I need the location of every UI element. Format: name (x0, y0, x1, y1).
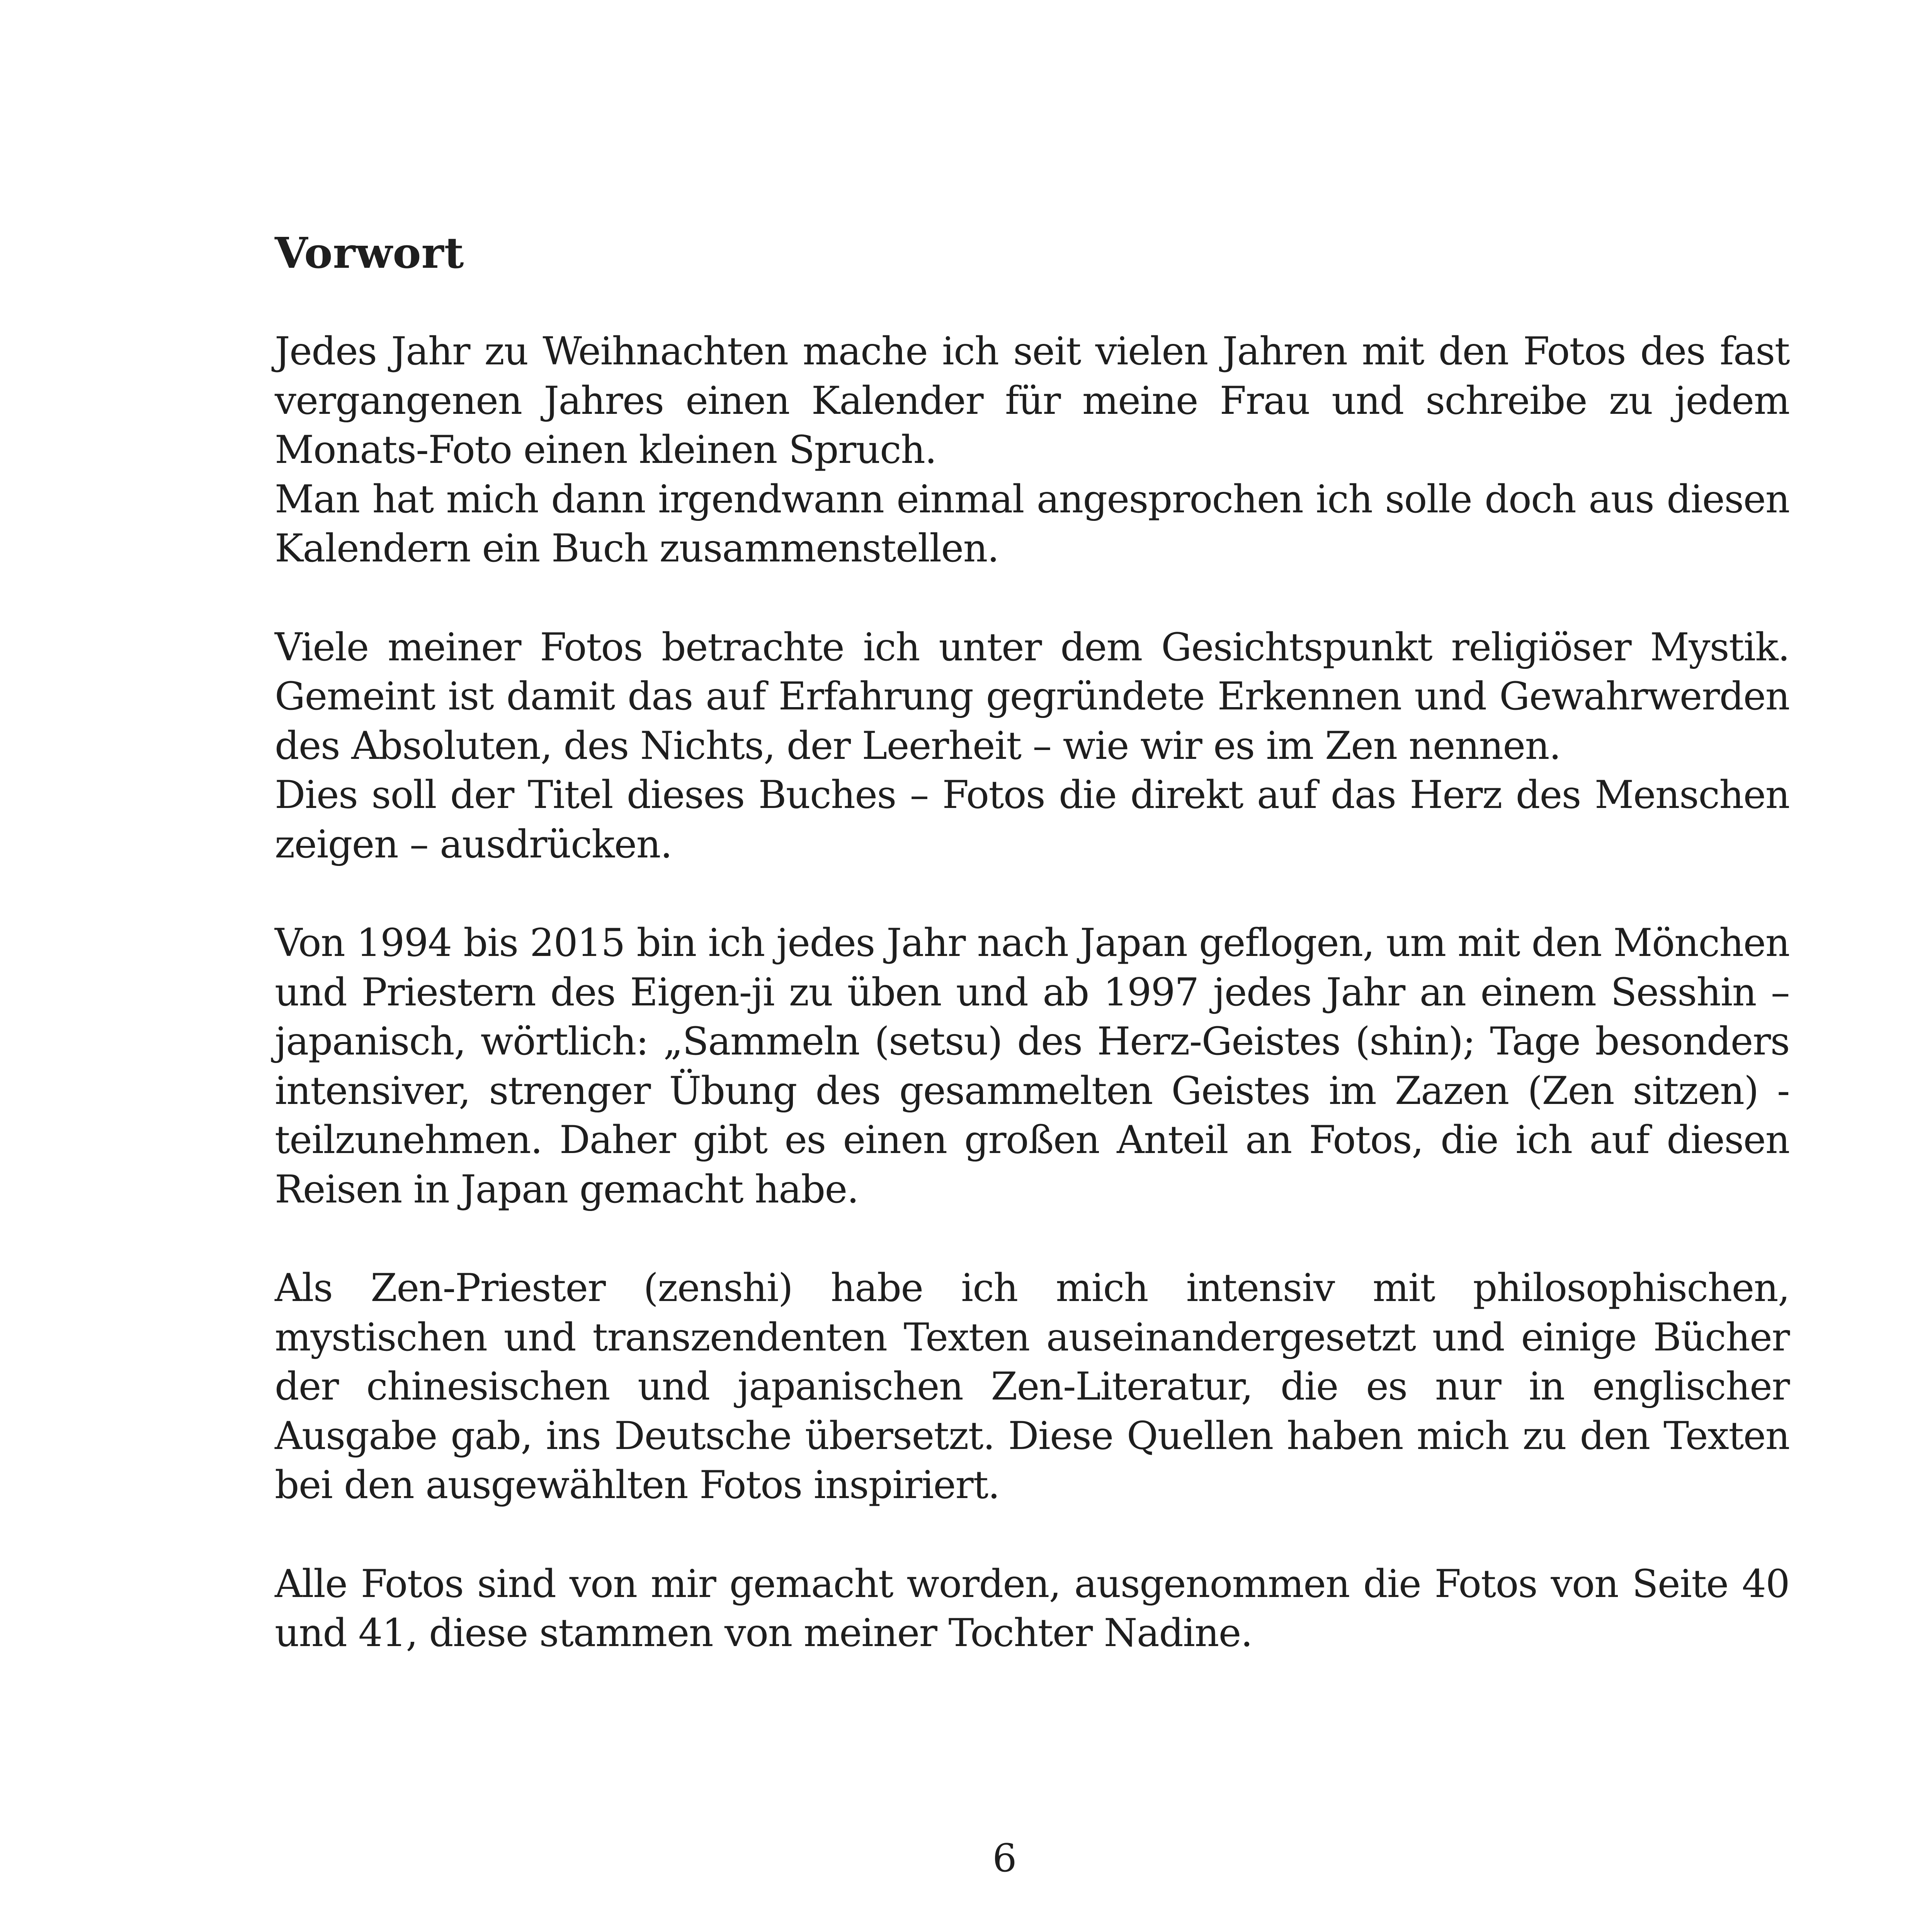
text-line: zeigen – ausdrücken. (275, 822, 672, 867)
text-line: Viele meiner Fotos betrachte ich unter dem Gesichtspunkt religiöser Mystik. (275, 625, 1789, 670)
text-line: Alle Fotos sind von mir gemacht worden, ausgenommen die Fotos von Seite 40 (275, 1561, 1789, 1606)
body-text (275, 327, 1789, 1658)
text-line: Ausgabe gab, ins Deutsche übersetzt. Diese Quellen haben mich zu den Texten (275, 1413, 1789, 1458)
text-line: Man hat mich dann irgendwann einmal angesprochen ich solle doch aus diesen (275, 477, 1789, 522)
text-line: Gemeint ist damit das auf Erfahrung gegründete Erkennen und Gewahrwerden (275, 674, 1789, 719)
paragraph-intro (275, 327, 1789, 573)
text-line: intensiver, strenger Übung des gesammelten Geistes im Zazen (Zen sitzen) - (275, 1068, 1789, 1113)
paragraph-zen-priester (275, 1264, 1789, 1510)
paragraph-japan (275, 918, 1789, 1214)
text-line: Reisen in Japan gemacht habe. (275, 1167, 859, 1212)
text-line: mystischen und transzendenten Texten auseinandergesetzt und einige Bücher (275, 1315, 1789, 1360)
page-title: Vorwort (275, 228, 464, 278)
page-number: 6 (992, 1836, 1017, 1881)
text-line: Kalendern ein Buch zusammenstellen. (275, 526, 999, 571)
paragraph-fotos (275, 1560, 1789, 1658)
text-line: und 41, diese stammen von meiner Tochter Nadine. (275, 1611, 1252, 1655)
text-line: Als Zen-Priester (zenshi) habe ich mich intensiv mit philosophischen, (275, 1266, 1789, 1310)
text-line: bei den ausgewählten Fotos inspiriert. (275, 1463, 1000, 1507)
page-content (275, 228, 1789, 1658)
text-line: japanisch, wörtlich: „Sammeln (setsu) des Herz-Geistes (shin); Tage besonders (275, 1019, 1789, 1064)
text-line: teilzunehmen. Daher gibt es einen großen Anteil an Fotos, die ich auf diesen (275, 1118, 1789, 1162)
paragraph-mystik (275, 623, 1789, 869)
text-line: vergangenen Jahres einen Kalender für meine Frau und schreibe zu jedem (275, 378, 1789, 423)
text-line: Jedes Jahr zu Weihnachten mache ich seit vielen Jahren mit den Fotos des fast (275, 329, 1789, 374)
text-line: des Absoluten, des Nichts, der Leerheit – wie wir es im Zen nennen. (275, 723, 1561, 768)
text-line: Dies soll der Titel dieses Buches – Fotos die direkt auf das Herz des Menschen (275, 773, 1789, 817)
text-line: Monats-Foto einen kleinen Spruch. (275, 428, 937, 472)
text-line: und Priestern des Eigen-ji zu üben und ab 1997 jedes Jahr an einem Sesshin – (275, 970, 1789, 1015)
text-line: Von 1994 bis 2015 bin ich jedes Jahr nach Japan geflogen, um mit den Mönchen (275, 921, 1789, 965)
text-line: der chinesischen und japanischen Zen-Literatur, die es nur in englischer (275, 1364, 1789, 1409)
